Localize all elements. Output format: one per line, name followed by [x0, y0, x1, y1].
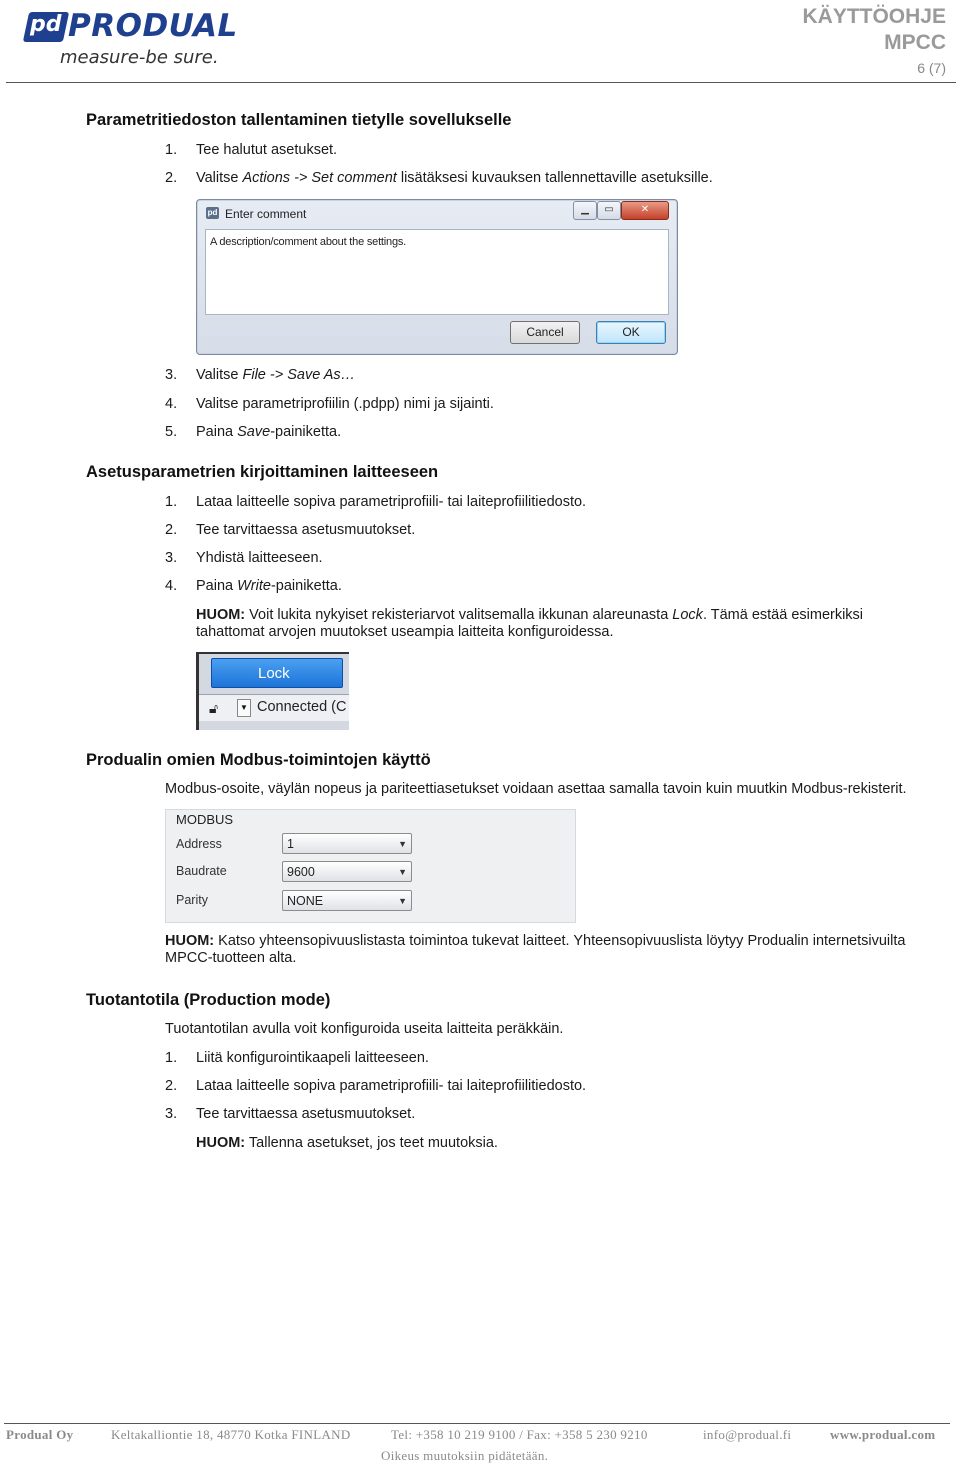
comment-label: A description/comment about the settings.	[210, 236, 407, 248]
chevron-down-icon: ▼	[398, 839, 407, 849]
list-item	[165, 170, 713, 186]
list-number: 5.	[165, 424, 178, 440]
chevron-down-icon[interactable]: ▼	[237, 699, 251, 717]
list-item	[165, 494, 586, 510]
produal-logo	[24, 10, 254, 72]
list-text: lisätäksesi kuvauksen tallennettaville asetuksille.	[396, 170, 713, 186]
footer-company: Produal Oy	[6, 1427, 74, 1442]
list-number: 1.	[165, 142, 178, 158]
note-lock	[196, 607, 916, 641]
footer-divider	[4, 1423, 950, 1424]
list-text: -painiketta.	[270, 578, 342, 594]
list-number: 2.	[165, 170, 178, 186]
note-text: . Tämä estää esimerkiksi tahattomat arvojen muutokset useampia laitteita konfiguroidessa.	[196, 607, 864, 640]
section-title-modbus: Produalin omien Modbus-toimintojen käyttö	[86, 751, 431, 769]
padlock-icon[interactable]: 🔓︎	[209, 700, 219, 716]
section-title-write-params: Asetusparametrien kirjoittaminen laitteeseen	[86, 463, 439, 481]
list-text: Lataa laitteelle sopiva parametriprofiili- tai laiteprofiilitiedosto.	[196, 1078, 587, 1094]
note-text: Voit lukita nykyiset rekisteriarvot valitsemalla ikkunan alareunasta	[245, 607, 673, 623]
note-label: HUOM:	[165, 933, 215, 949]
modbus-intro: Modbus-osoite, väylän nopeus ja pariteettiasetukset voidaan asettaa samalla tavoin kuin muutkin Modbus-rekisterit.	[165, 781, 907, 797]
app-icon: pd	[207, 208, 218, 217]
list-number: 3.	[165, 1106, 178, 1122]
production-intro: Tuotantotilan avulla voit konfiguroida useita laitteita peräkkäin.	[165, 1021, 564, 1037]
list-number: 4.	[165, 396, 178, 412]
note-compatibility	[165, 933, 935, 967]
menu-path: Actions -> Set comment	[242, 170, 397, 186]
logo-slogan: measure-be sure.	[60, 47, 219, 68]
list-text: Tee tarvittaessa asetusmuutokset.	[196, 1106, 416, 1122]
note-save	[196, 1135, 498, 1152]
footer-website[interactable]: www.produal.com	[830, 1427, 936, 1442]
footer-phone: Tel: +358 10 219 9100 / Fax: +358 5 230 9210	[391, 1427, 648, 1442]
list-number: 4.	[165, 578, 178, 594]
list-item	[165, 396, 494, 412]
list-text: Valitse	[196, 170, 243, 186]
list-number: 2.	[165, 522, 178, 538]
header-divider	[6, 82, 956, 83]
note-text: Katso yhteensopivuuslistasta toimintoa tukevat laitteet. Yhteensopivuuslista löytyy Produalin internetsivuilta MPCC-tuotteen alta.	[165, 933, 906, 966]
list-text: Valitse	[196, 367, 243, 383]
lock-screenshot	[196, 652, 349, 730]
list-number: 1.	[165, 494, 178, 510]
comment-textarea[interactable]	[205, 229, 669, 315]
address-select[interactable]	[282, 833, 412, 854]
note-text: Tallenna asetukset, jos teet muutoksia.	[245, 1135, 498, 1151]
baudrate-value: 9600	[287, 865, 315, 879]
modbus-heading: MODBUS	[176, 812, 234, 827]
address-label: Address	[176, 837, 222, 851]
note-label: HUOM:	[196, 607, 246, 623]
list-text: Paina	[196, 578, 238, 594]
parity-value: NONE	[287, 894, 324, 908]
footer-email[interactable]: info@produal.fi	[703, 1427, 792, 1442]
parity-label: Parity	[176, 893, 208, 907]
modbus-settings-panel	[165, 809, 576, 923]
list-item	[165, 424, 341, 440]
footer-address: Keltakalliontie 18, 48770 Kotka FINLAND	[111, 1427, 351, 1442]
chevron-down-icon: ▼	[398, 867, 407, 877]
list-item	[165, 1050, 429, 1066]
section-title-save-params: Parametritiedoston tallentaminen tietylle sovellukselle	[86, 111, 512, 129]
lock-button[interactable]: Lock	[211, 658, 343, 688]
dialog-title: Enter comment	[225, 207, 307, 221]
parity-select[interactable]	[282, 890, 412, 911]
list-text: Tee tarvittaessa asetusmuutokset.	[196, 522, 416, 538]
list-text: Paina	[196, 424, 238, 440]
list-text: Tee halutut asetukset.	[196, 142, 338, 158]
list-item	[165, 522, 415, 538]
list-text: Liitä konfigurointikaapeli laitteeseen.	[196, 1050, 429, 1066]
baudrate-select[interactable]	[282, 861, 412, 882]
status-bar	[199, 694, 349, 721]
lock-term: Lock	[672, 607, 703, 623]
doc-type: KÄYTTÖOHJE	[802, 5, 946, 28]
page-number: 6 (7)	[917, 60, 946, 76]
logo-mark-text: pd	[30, 12, 62, 37]
button-name: Save	[237, 424, 271, 440]
cancel-button[interactable]: Cancel	[510, 321, 580, 344]
list-item	[165, 578, 342, 594]
footer-disclaimer: Oikeus muutoksiin pidätetään.	[381, 1448, 549, 1463]
chevron-down-icon: ▼	[398, 896, 407, 906]
list-text: Yhdistä laitteeseen.	[196, 550, 323, 566]
list-item	[165, 142, 337, 158]
list-text: Valitse parametriprofiilin (.pdpp) nimi ja sijainti.	[196, 396, 494, 412]
list-item	[165, 1106, 415, 1122]
list-number: 3.	[165, 367, 178, 383]
list-number: 2.	[165, 1078, 178, 1094]
list-text: Lataa laitteelle sopiva parametriprofiili- tai laiteprofiilitiedosto.	[196, 494, 587, 510]
close-icon[interactable]: ✕	[621, 201, 669, 220]
address-value: 1	[287, 837, 294, 851]
list-item	[165, 367, 355, 383]
menu-path: File -> Save As…	[242, 367, 356, 383]
doc-product: MPCC	[884, 31, 946, 54]
connection-status: Connected (C	[257, 699, 347, 715]
enter-comment-dialog	[196, 199, 678, 355]
list-text: -painiketta.	[270, 424, 342, 440]
list-item	[165, 550, 323, 566]
note-label: HUOM:	[196, 1135, 246, 1151]
minimize-icon[interactable]: ▁	[573, 201, 597, 220]
logo-word: PRODUAL	[68, 8, 238, 44]
list-number: 1.	[165, 1050, 178, 1066]
doc-title	[802, 4, 946, 56]
baudrate-label: Baudrate	[176, 864, 227, 878]
list-number: 3.	[165, 550, 178, 566]
ok-button[interactable]: OK	[596, 321, 666, 344]
list-item	[165, 1078, 586, 1094]
maximize-icon[interactable]: ▭	[597, 201, 621, 220]
button-name: Write	[237, 578, 271, 594]
section-title-production: Tuotantotila (Production mode)	[86, 991, 331, 1009]
